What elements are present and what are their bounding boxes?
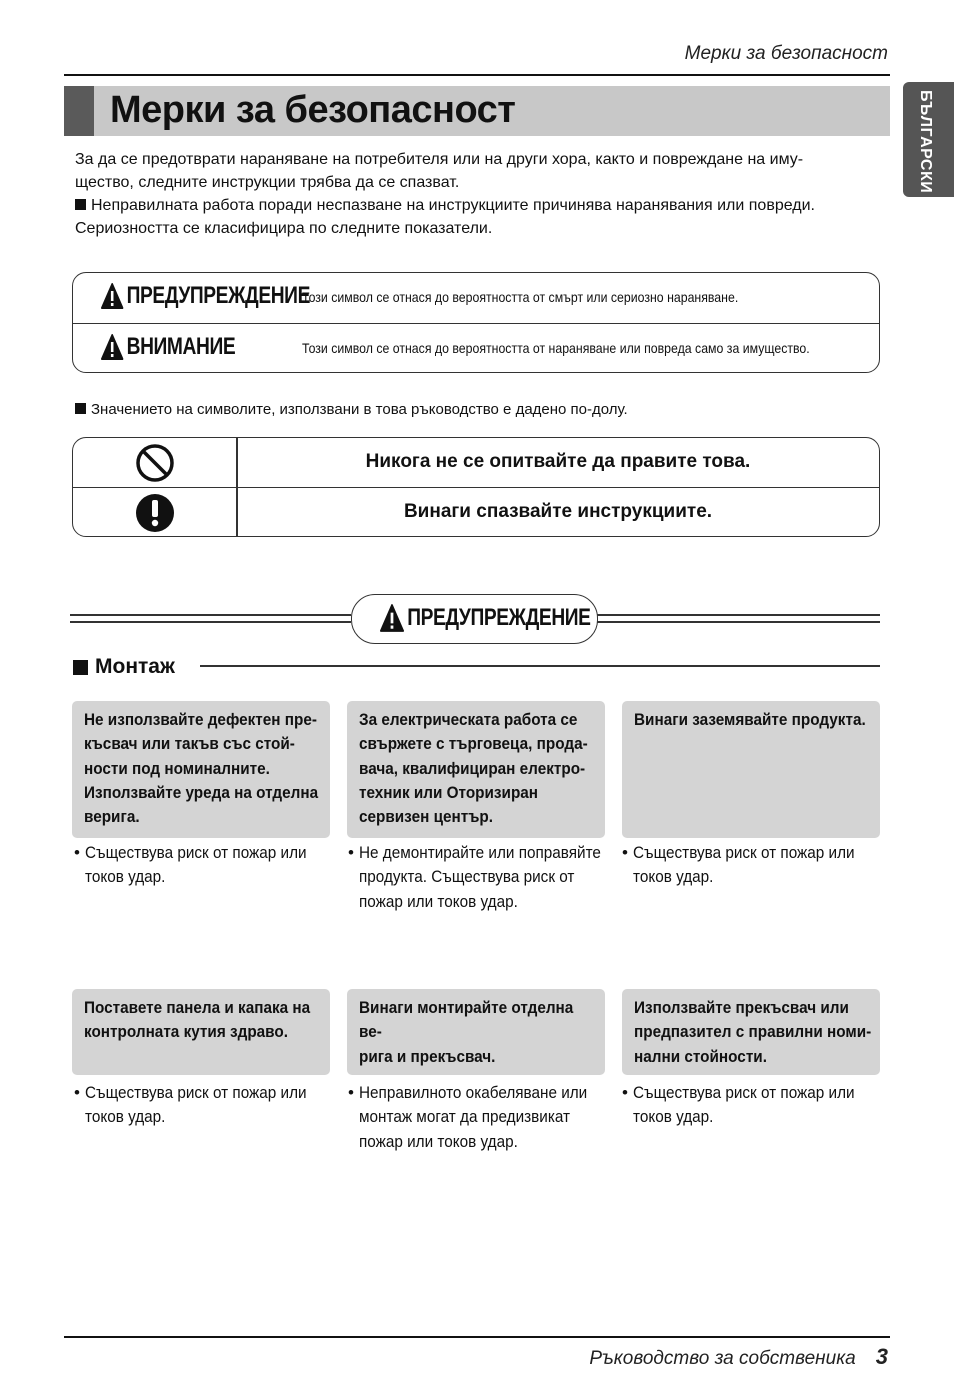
running-header: Мерки за безопасност (684, 43, 888, 64)
instruction-card (622, 989, 880, 1075)
banner-rule-right (597, 621, 880, 623)
card-title: Не използвайте дефектен пре- късвач или такъв със стой- ности под номиналните. Използвайте уреда на отделна верига. (84, 710, 319, 827)
card-title: Винаги заземявайте продукта. (634, 710, 866, 729)
legend-row-warning (73, 273, 879, 322)
caution-label: ВНИМАНИЕ (101, 333, 235, 361)
title-marker (64, 86, 94, 136)
section-heading: Монтаж (73, 655, 175, 679)
bullet-dot-icon: • (622, 1083, 628, 1102)
bullet-square-icon (75, 403, 86, 414)
card-title: Винаги монтирайте отделна ве- рига и прекъсвач. (359, 998, 574, 1066)
symbol-text: Никога не се опитвайте да правите това. (365, 451, 751, 472)
bullet-dot-icon: • (348, 1083, 354, 1102)
intro-line (75, 194, 885, 217)
footer (589, 1344, 888, 1370)
intro-line: щество, следните инструкции трябва да се спазват. (75, 174, 460, 191)
warning-description: Този символ се отнася до вероятността от смърт или сериозно нараняване. (302, 289, 739, 305)
instruction-card (347, 701, 605, 838)
bullet-dot-icon: • (348, 843, 354, 862)
card-title: Поставете панела и капака на контролната кутия здраво. (84, 998, 311, 1042)
section-rule (200, 665, 880, 667)
banner-rule-left (70, 621, 351, 623)
symbols-table (72, 437, 880, 537)
warning-triangle-icon (101, 283, 123, 309)
symbol-row-prohibited (73, 438, 879, 487)
language-tab-label: БЪЛГАРСКИ (917, 90, 934, 194)
bullet-dot-icon: • (622, 843, 628, 862)
footer-rule (64, 1336, 890, 1338)
card-title: Използвайте прекъсвач или предпазител с правилни номи- нални стойности. (634, 998, 872, 1066)
language-tab (903, 82, 954, 197)
intro-text (75, 148, 885, 240)
bullet-dot-icon: • (74, 1083, 80, 1102)
intro-line-text: Неправилната работа поради неспазване на инструкциите причинява наранявания или повреди. (91, 197, 815, 214)
title-band (64, 86, 890, 136)
warning-banner-label: ПРЕДУПРЕЖДЕНИЕ (380, 604, 591, 632)
instruction-card (347, 989, 605, 1075)
instruction-card (622, 701, 880, 838)
instruction-card (72, 701, 330, 838)
symbol-text: Винаги спазвайте инструкциите. (403, 501, 713, 522)
footer-manual-title: Ръководство за собственика (589, 1348, 856, 1369)
intro-line: За да се предотврати нараняване на потребителя или на други хора, както и повреждане на иму- (75, 151, 804, 168)
severity-legend (72, 272, 880, 373)
symbol-row-mandatory (73, 487, 879, 537)
bullet-square-icon (73, 660, 88, 675)
warning-banner (351, 594, 598, 644)
bullet-square-icon (75, 199, 86, 210)
prohibited-icon (135, 443, 175, 483)
warning-label: ПРЕДУПРЕЖДЕНИЕ (101, 282, 310, 310)
bullet-dot-icon: • (74, 843, 80, 862)
warning-triangle-icon (380, 604, 404, 632)
caution-description: Този символ се отнася до вероятността от нараняване или повреда само за имущество. (302, 340, 810, 356)
page-number: 3 (875, 1344, 888, 1369)
warning-triangle-icon (101, 334, 123, 360)
banner-rule-left (70, 614, 351, 616)
legend-row-caution (73, 323, 879, 373)
instruction-card (72, 989, 330, 1075)
symbols-intro: Значението на символите, използвани в това ръководство е дадено по-долу. (75, 401, 628, 418)
banner-rule-right (597, 614, 880, 616)
page-title: Мерки за безопасност (110, 89, 516, 131)
card-title: За електрическата работа се свържете с търговеца, прода- вача, квалифициран електро- техник или Оторизиран сервизен център. (359, 710, 588, 827)
header-rule (64, 74, 890, 76)
intro-line: Сериозността се класифицира по следните показатели. (75, 220, 493, 237)
exclamation-icon (135, 493, 175, 533)
